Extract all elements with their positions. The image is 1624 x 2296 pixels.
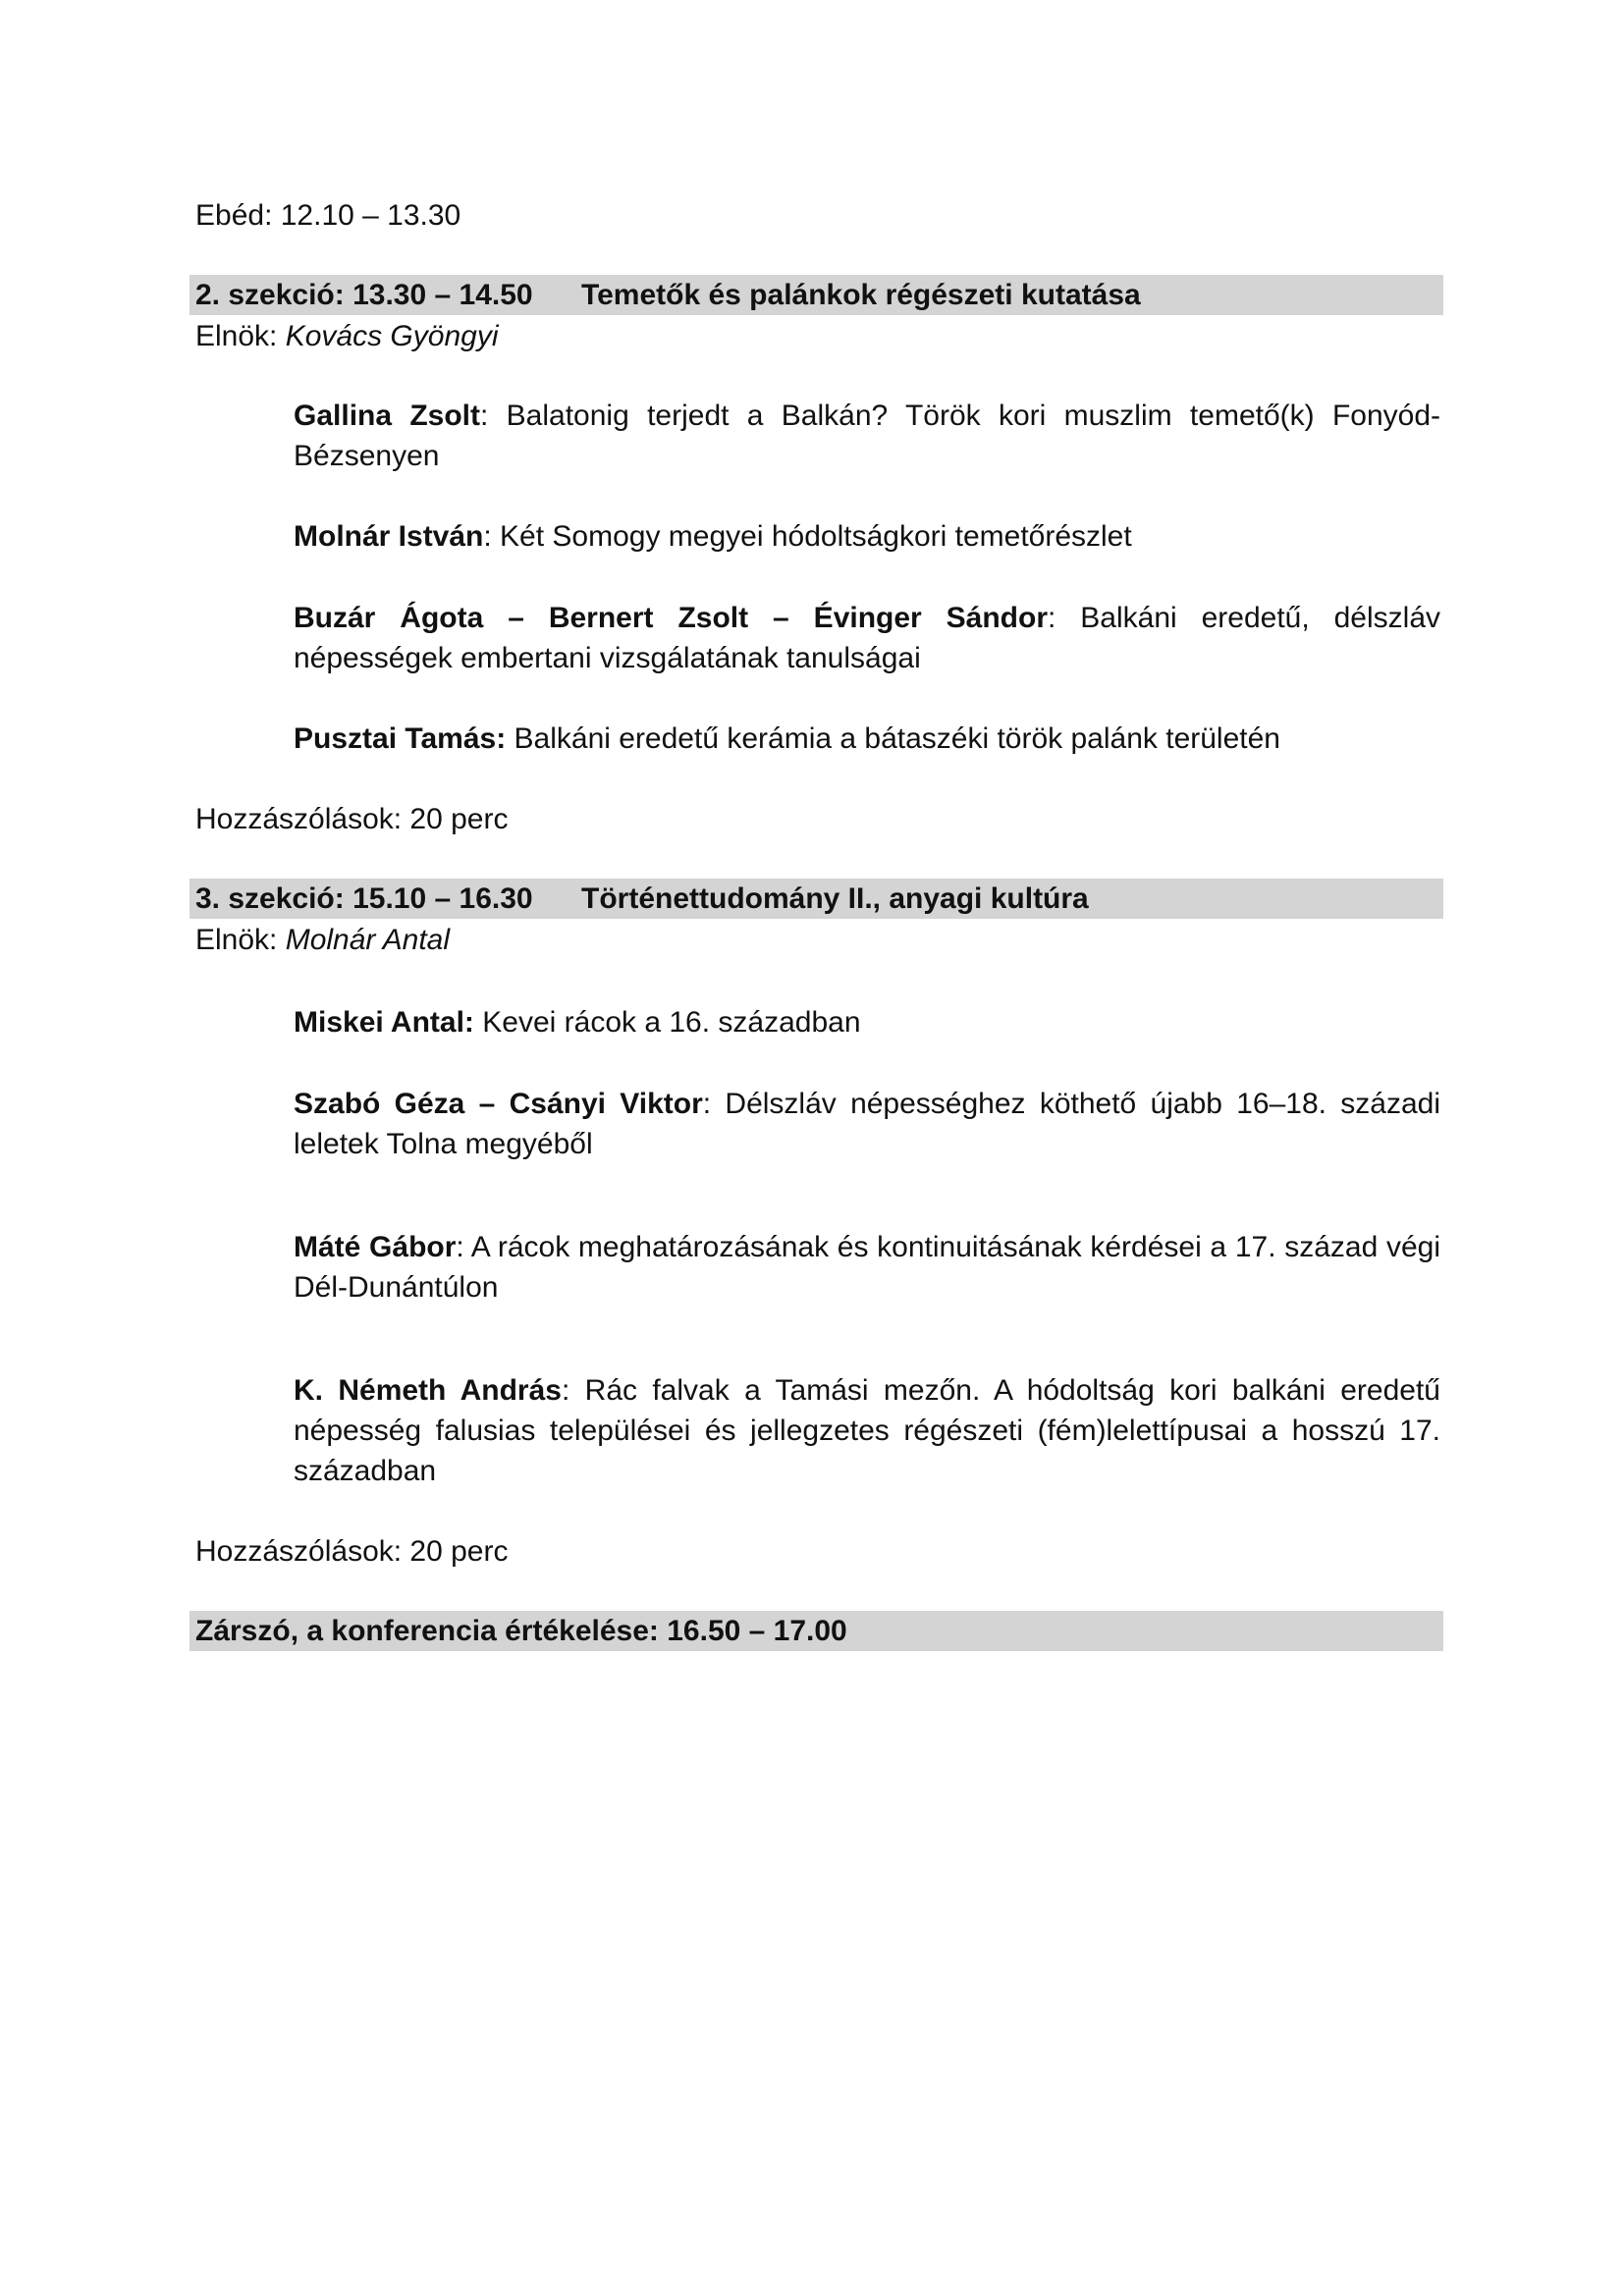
talk-item [294,396,1440,476]
talk-authors: Molnár István [294,520,484,553]
talk-item [294,516,1440,557]
session-3-chair [195,920,1442,960]
talk-authors: Szabó Géza – Csányi Viktor [294,1088,703,1120]
talk-item [294,1002,1440,1042]
talk-authors: Buzár Ágota – Bernert Zsolt – Évinger Sándor [294,602,1048,634]
talk-item [294,719,1440,759]
chair-label: Elnök: [195,320,286,352]
session-2-title: Temetők és palánkok régészeti kutatása [581,279,1141,311]
talk-title: Balatonig terjedt a Balkán? Török kori muszlim temető(k) Fonyód-Bézsenyen [294,400,1441,472]
talk-separator: : [702,1088,726,1120]
talk-title: Balkáni eredetű kerámia a bátaszéki török palánk területén [514,722,1280,755]
talk-authors: Gallina Zsolt [294,400,481,432]
session-2-header [189,275,1443,315]
closing-header [189,1611,1443,1651]
talk-authors: K. Németh András [294,1374,562,1407]
talk-separator [506,722,514,755]
session-3-discussion: Hozzászólások: 20 perc [195,1535,509,1568]
talk-separator: : [480,400,507,432]
talk-item [294,1370,1440,1491]
session-3-header [189,879,1443,919]
session-2-discussion: Hozzászólások: 20 perc [195,803,509,835]
talk-separator: : [561,1374,585,1407]
talk-title: Balkáni eredetű, délszláv népességek embertani vizsgálatának tanulságai [294,602,1441,674]
chair-label: Elnök: [195,924,286,956]
talk-title: Délszláv népességhez köthető újabb 16–18. századi leletek Tolna megyéből [294,1088,1440,1160]
talk-item [294,1227,1440,1308]
talk-separator: : [1048,602,1081,634]
lunch-line: Ebéd: 12.10 – 13.30 [195,199,461,232]
session-3-time: 3. szekció: 15.10 – 16.30 [195,882,533,915]
chair-name: Kovács Gyöngyi [285,320,499,352]
talk-authors: Pusztai Tamás: [294,722,507,755]
session-2-time: 2. szekció: 13.30 – 14.50 [195,279,533,311]
talk-separator: : [456,1231,471,1263]
session-2-chair [195,316,1442,356]
talk-authors: Máté Gábor [294,1231,457,1263]
talk-title: Két Somogy megyei hódoltságkori temetőrészlet [500,520,1132,553]
closing-text: Zárszó, a konferencia értékelése: 16.50 – 17.00 [195,1615,847,1647]
chair-name: Molnár Antal [285,924,451,956]
talk-title: Rác falvak a Tamási mezőn. A hódoltság kori balkáni eredetű népesség falusias települései és jellegzetes régészeti (fém)lelettípusai a hosszú 17. században [294,1374,1440,1487]
talk-item [294,598,1440,678]
session-3-title: Történettudomány II., anyagi kultúra [581,882,1089,915]
talk-title: Kevei rácok a 16. században [482,1006,861,1039]
talk-separator: : [483,520,501,553]
talk-title: A rácok meghatározásának és kontinuitásának kérdései a 17. század végi Dél-Dunántúlon [294,1231,1441,1304]
talk-authors: Miskei Antal: [294,1006,474,1039]
talk-item [294,1084,1440,1164]
